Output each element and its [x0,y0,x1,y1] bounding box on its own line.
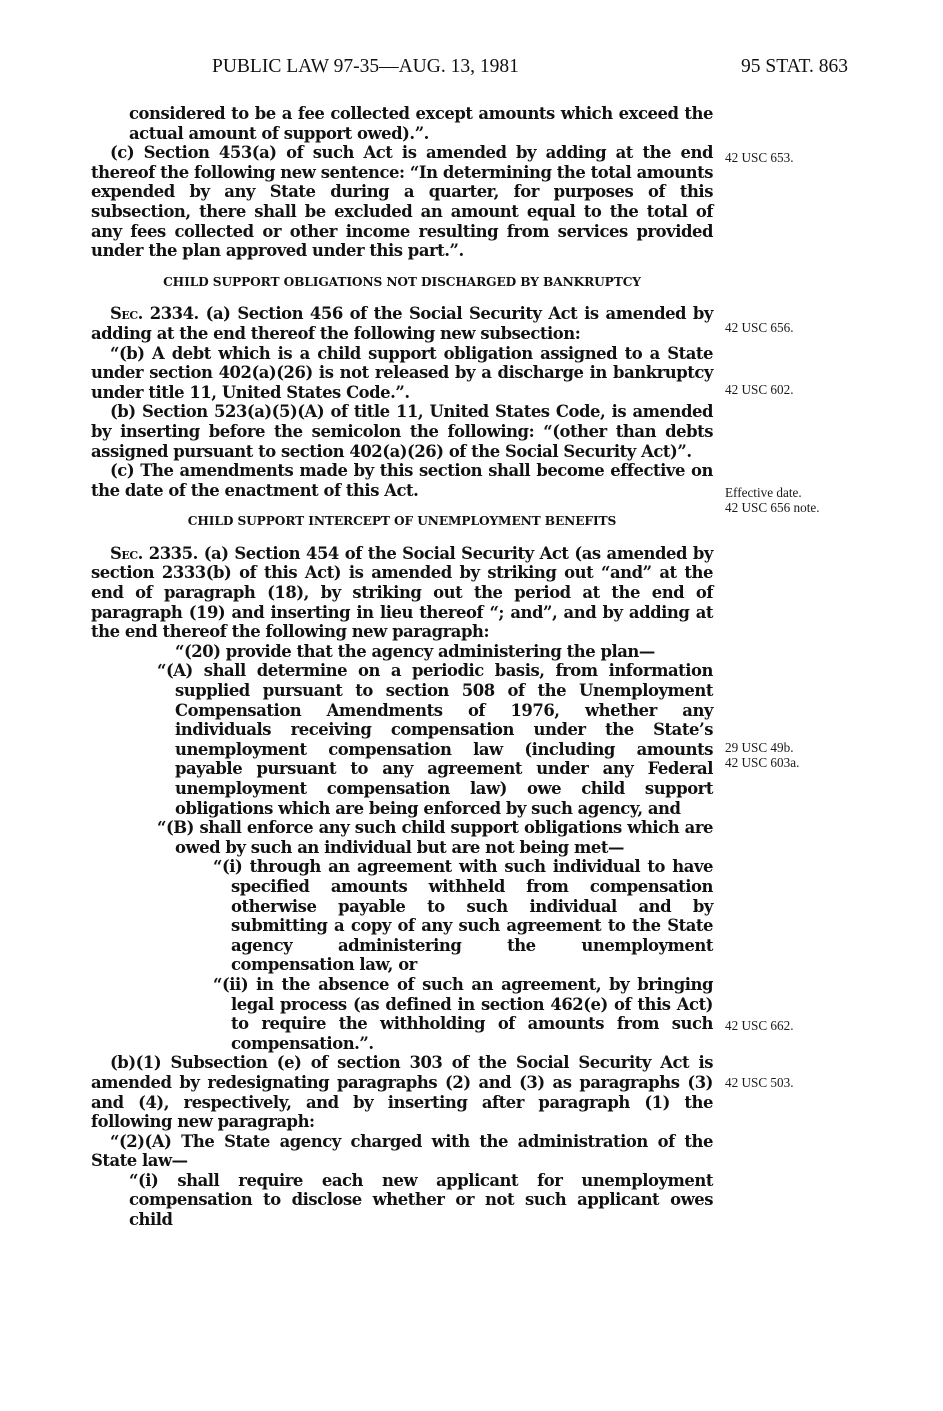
paragraph-20-B-i: “(i) through an agreement with such individual to have specified amounts withheld from compensation otherwise payable to such individual and by submitting a copy of any such agreement to the State agency administering the unemployment compensation law, or [213,857,713,975]
margin-note-42-usc-656-note: 42 USC 656 note. [725,500,820,515]
paragraph-section-453a: (c) Section 453(a) of such Act is amended by adding at the end thereof the following new sentence: “In determining the total amounts expended by any State during a quarter, for purposes of this subsection, there shall be excluded an amount equal to the total of any fees collected or other income resulting from services provided under the plan approved under this part.”. [91,143,713,261]
paragraph-sec-2334-c: (c) The amendments made by this section shall become effective on the date of the enactment of this Act. [91,461,713,500]
margin-note-42-usc-602: 42 USC 602. [725,382,794,397]
section-heading-bankruptcy: CHILD SUPPORT OBLIGATIONS NOT DISCHARGED BY BANKRUPTCY [163,274,641,289]
margin-note-effective-date: Effective date. [725,485,802,500]
paragraph-continuation: considered to be a fee collected except amounts which exceed the actual amount of support owed).”. [129,104,713,143]
paragraph-2-A-i: “(i) shall require each new applicant for unemployment compensation to disclose whether or not such applicant owes child [129,1170,713,1230]
section-label: Sec. 2334. [110,304,199,324]
margin-note-29-usc-49b: 29 USC 49b. [725,740,794,755]
section-label: Sec. 2335. [110,543,198,563]
header-stat-page: 95 STAT. 863 [741,56,848,77]
paragraph-20-A: “(A) shall determine on a periodic basis, from information supplied pursuant to section 508 of the Unemployment Compensation Amendments of 1976, whether any individuals receiving compensation under the State’s unemployment compensation law (including amounts payable pursuant to any agreement under any Federal unemployment compensation law) owe child support obligations which are being enforced by such agency, and [157,661,713,818]
running-header [90,56,850,86]
paragraph-b-1: (b)(1) Subsection (e) of section 303 of the Social Security Act is amended by redesignating paragraphs (2) and (3) as paragraphs (3) and (4), respectively, and by inserting after paragraph (1) the following new paragraph: [91,1053,713,1132]
paragraph-2-A: “(2)(A) The State agency charged with the administration of the State law— [91,1131,713,1171]
paragraph-subsection-b-quote: “(b) A debt which is a child support obligation assigned to a State under section 402(a)(26) is not released by a discharge in bankruptcy under title 11, United States Code.”. [91,343,713,402]
margin-note-42-usc-503: 42 USC 503. [725,1075,794,1090]
margin-note-42-usc-653: 42 USC 653. [725,150,794,165]
section-heading-unemployment: CHILD SUPPORT INTERCEPT OF UNEMPLOYMENT BENEFITS [187,514,617,529]
margin-note-42-usc-656: 42 USC 656. [725,320,794,335]
paragraph-20-B-ii: “(ii) in the absence of such an agreement, by bringing legal process (as defined in section 462(e) of this Act) to require the withholding of amounts from such compensation.”. [213,974,713,1053]
margin-note-42-usc-603a: 42 USC 603a. [725,755,800,770]
section-text: (a) Section 454 of the Social Security Act (as amended by section 2333(b) of this Act) is amended by striking out “and” at the end of paragraph (18), by striking out the period at the end of paragraph (19) and inserting in lieu thereof “; and”, and by adding at the end thereof the following new paragraph: [91,543,713,642]
paragraph-sec-2334-b: (b) Section 523(a)(5)(A) of title 11, United States Code, is amended by inserting before the semicolon the following: “(other than debts assigned pursuant to section 402(a)(26) of the Social Security Act)”. [91,402,713,461]
main-text-column [91,104,713,1230]
margin-note-42-usc-662: 42 USC 662. [725,1018,794,1033]
paragraph-20: “(20) provide that the agency administering the plan— [175,641,655,661]
paragraph-sec-2335-a [91,544,713,642]
section-text: (a) Section 456 of the Social Security Act is amended by adding at the end thereof the following new subsection: [91,304,714,343]
paragraph-20-B: “(B) shall enforce any such child support obligations which are owed by such an individual but are not being met— [157,818,713,857]
paragraph-sec-2334-a [91,304,713,343]
header-title: PUBLIC LAW 97-35—AUG. 13, 1981 [212,56,519,77]
